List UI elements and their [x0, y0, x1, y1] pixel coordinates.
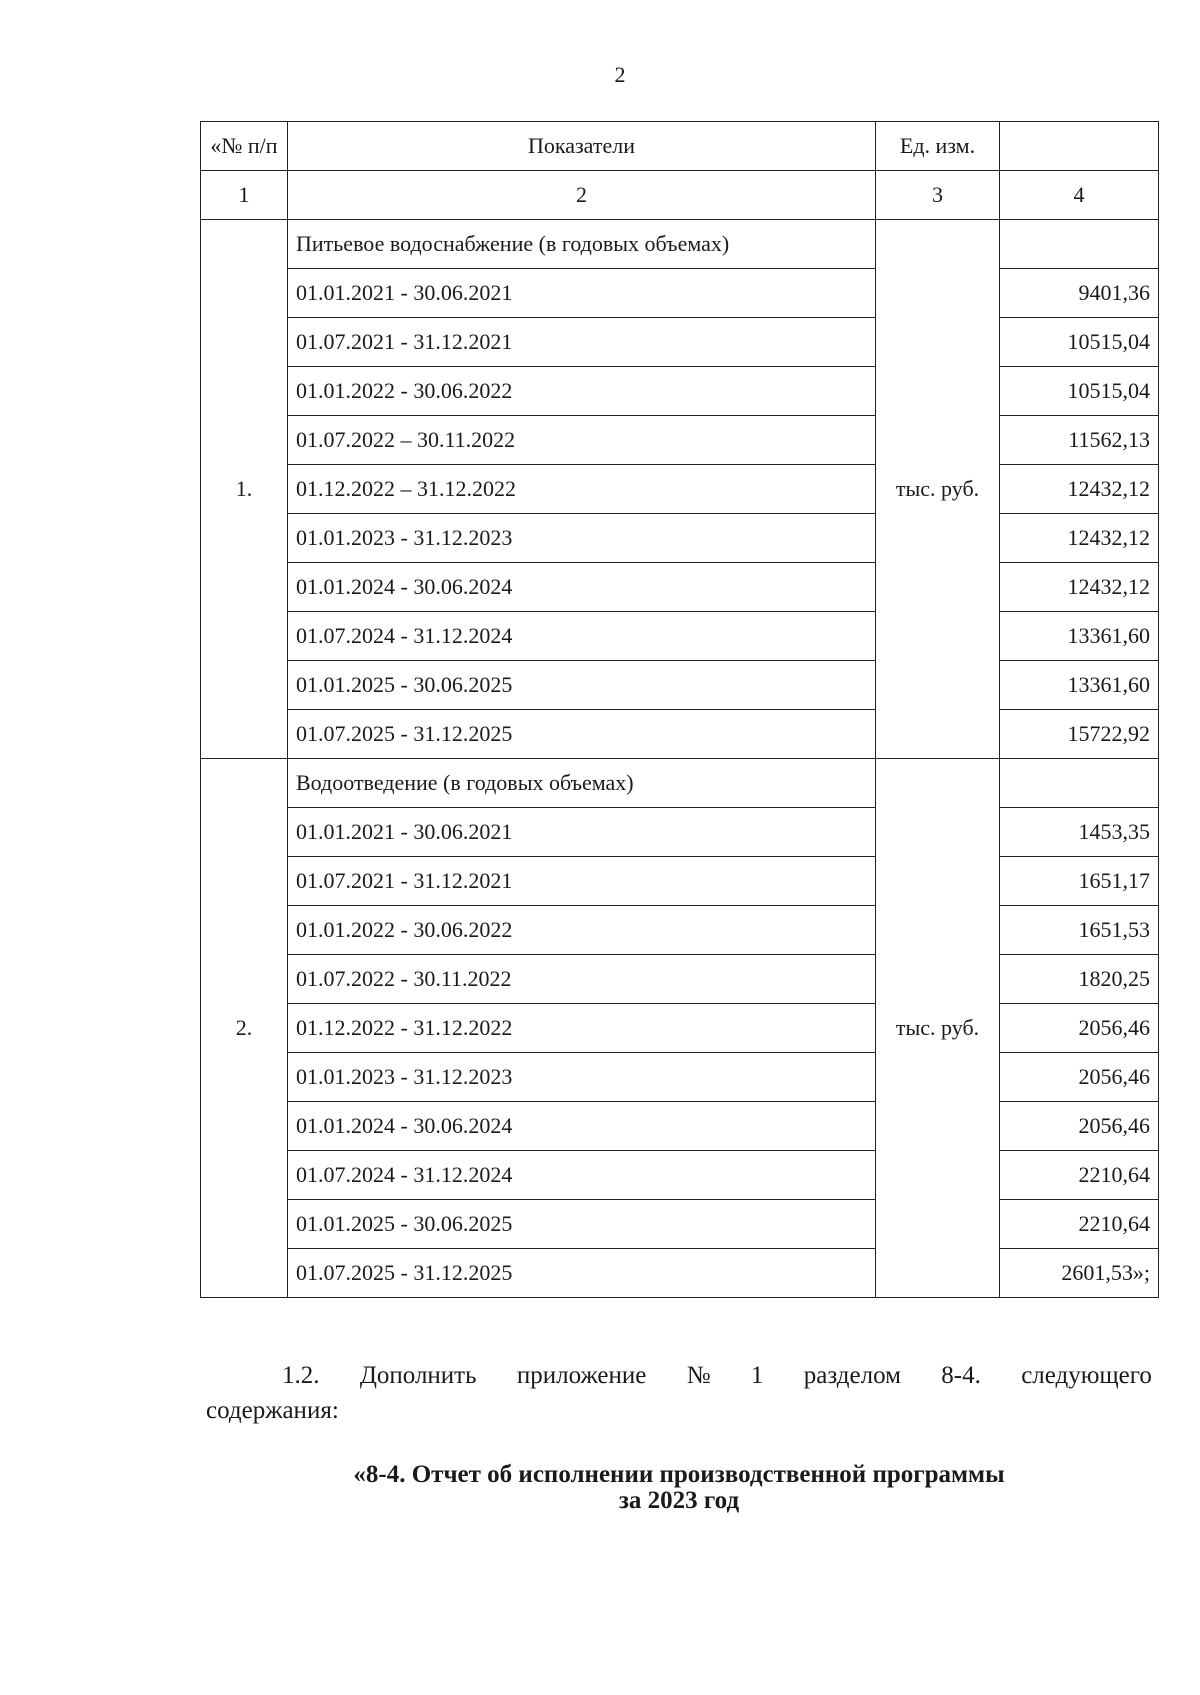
period-cell: 01.01.2021 - 30.06.2021 — [288, 808, 876, 857]
period-cell: 01.07.2025 - 31.12.2025 — [288, 1249, 876, 1298]
table-row — [201, 563, 1159, 612]
indicators-table — [200, 121, 1159, 1298]
column-number: 3 — [876, 171, 1000, 220]
table-row — [201, 514, 1159, 563]
period-cell: 01.01.2023 - 31.12.2023 — [288, 1053, 876, 1102]
period-cell: 01.07.2022 – 30.11.2022 — [288, 416, 876, 465]
period-cell: 01.07.2022 - 30.11.2022 — [288, 955, 876, 1004]
table-row — [201, 1151, 1159, 1200]
table-row — [201, 661, 1159, 710]
table-row — [201, 1249, 1159, 1298]
paragraph-word: 8-4. — [941, 1362, 981, 1389]
header-num: «№ п/п — [201, 122, 288, 171]
value-cell: 13361,60 — [1000, 661, 1159, 710]
heading-line-1: «8-4. Отчет об исполнении производственной программы — [353, 1461, 1005, 1488]
table-row — [201, 318, 1159, 367]
section-unit: тыс. руб. — [876, 759, 1000, 1298]
value-cell: 2601,53»; — [1000, 1249, 1159, 1298]
paragraph-line-1 — [206, 1358, 1152, 1393]
table-row — [201, 906, 1159, 955]
section-unit: тыс. руб. — [876, 220, 1000, 759]
period-cell: 01.01.2021 - 30.06.2021 — [288, 269, 876, 318]
value-cell: 2210,64 — [1000, 1151, 1159, 1200]
period-cell: 01.01.2025 - 30.06.2025 — [288, 1200, 876, 1249]
header-indicator: Показатели — [288, 122, 876, 171]
paragraph-word: приложение — [516, 1362, 647, 1389]
table-row — [201, 1200, 1159, 1249]
page-number: 2 — [614, 62, 626, 87]
heading-line-2: за 2023 год — [618, 1487, 740, 1514]
table-body — [201, 122, 1159, 1298]
table-row — [201, 955, 1159, 1004]
period-cell: 01.12.2022 - 31.12.2022 — [288, 1004, 876, 1053]
value-cell: 10515,04 — [1000, 367, 1159, 416]
section-value-empty — [1000, 220, 1159, 269]
column-number: 4 — [1000, 171, 1159, 220]
value-cell: 11562,13 — [1000, 416, 1159, 465]
value-cell: 10515,04 — [1000, 318, 1159, 367]
period-cell: 01.07.2024 - 31.12.2024 — [288, 612, 876, 661]
period-cell: 01.12.2022 – 31.12.2022 — [288, 465, 876, 514]
paragraph-word: следующего — [1021, 1362, 1152, 1389]
paragraph-1-2 — [206, 1358, 1152, 1428]
table-row — [201, 808, 1159, 857]
header-unit: Ед. изм. — [876, 122, 1000, 171]
column-number-row — [201, 171, 1159, 220]
section-heading — [200, 1462, 1158, 1514]
value-cell: 1651,17 — [1000, 857, 1159, 906]
table-row — [201, 367, 1159, 416]
period-cell: 01.07.2021 - 31.12.2021 — [288, 318, 876, 367]
table-row — [201, 710, 1159, 759]
value-cell: 9401,36 — [1000, 269, 1159, 318]
value-cell: 12432,12 — [1000, 563, 1159, 612]
period-cell: 01.01.2022 - 30.06.2022 — [288, 906, 876, 955]
value-cell: 15722,92 — [1000, 710, 1159, 759]
table-row — [201, 1053, 1159, 1102]
section-number: 1. — [201, 220, 288, 759]
table-row — [201, 612, 1159, 661]
value-cell: 1651,53 — [1000, 906, 1159, 955]
table-row — [201, 1102, 1159, 1151]
value-cell: 12432,12 — [1000, 465, 1159, 514]
section-title-row — [201, 759, 1159, 808]
period-cell: 01.01.2025 - 30.06.2025 — [288, 661, 876, 710]
section-number: 2. — [201, 759, 288, 1298]
period-cell: 01.01.2022 - 30.06.2022 — [288, 367, 876, 416]
paragraph-word: 1.2. — [282, 1362, 320, 1389]
period-cell: 01.07.2025 - 31.12.2025 — [288, 710, 876, 759]
period-cell: 01.07.2024 - 31.12.2024 — [288, 1151, 876, 1200]
table-row — [201, 269, 1159, 318]
section-title: Питьевое водоснабжение (в годовых объемах) — [288, 220, 876, 269]
paragraph-word: № — [686, 1362, 711, 1389]
paragraph-word: разделом — [803, 1362, 901, 1389]
value-cell: 1820,25 — [1000, 955, 1159, 1004]
value-cell: 13361,60 — [1000, 612, 1159, 661]
value-cell: 1453,35 — [1000, 808, 1159, 857]
paragraph-line-2: содержания: — [206, 1397, 339, 1424]
table-header-row — [201, 122, 1159, 171]
table-row — [201, 1004, 1159, 1053]
section-value-empty — [1000, 759, 1159, 808]
period-cell: 01.01.2024 - 30.06.2024 — [288, 1102, 876, 1151]
column-number: 2 — [288, 171, 876, 220]
table-row — [201, 857, 1159, 906]
period-cell: 01.01.2024 - 30.06.2024 — [288, 563, 876, 612]
value-cell: 2210,64 — [1000, 1200, 1159, 1249]
table-row — [201, 416, 1159, 465]
section-title: Водоотведение (в годовых объемах) — [288, 759, 876, 808]
column-number: 1 — [201, 171, 288, 220]
period-cell: 01.07.2021 - 31.12.2021 — [288, 857, 876, 906]
section-title-row — [201, 220, 1159, 269]
table-row — [201, 465, 1159, 514]
paragraph-word: Дополнить — [359, 1362, 477, 1389]
paragraph-word: 1 — [750, 1362, 764, 1389]
value-cell: 12432,12 — [1000, 514, 1159, 563]
value-cell: 2056,46 — [1000, 1053, 1159, 1102]
period-cell: 01.01.2023 - 31.12.2023 — [288, 514, 876, 563]
value-cell: 2056,46 — [1000, 1004, 1159, 1053]
header-value — [1000, 122, 1159, 171]
value-cell: 2056,46 — [1000, 1102, 1159, 1151]
